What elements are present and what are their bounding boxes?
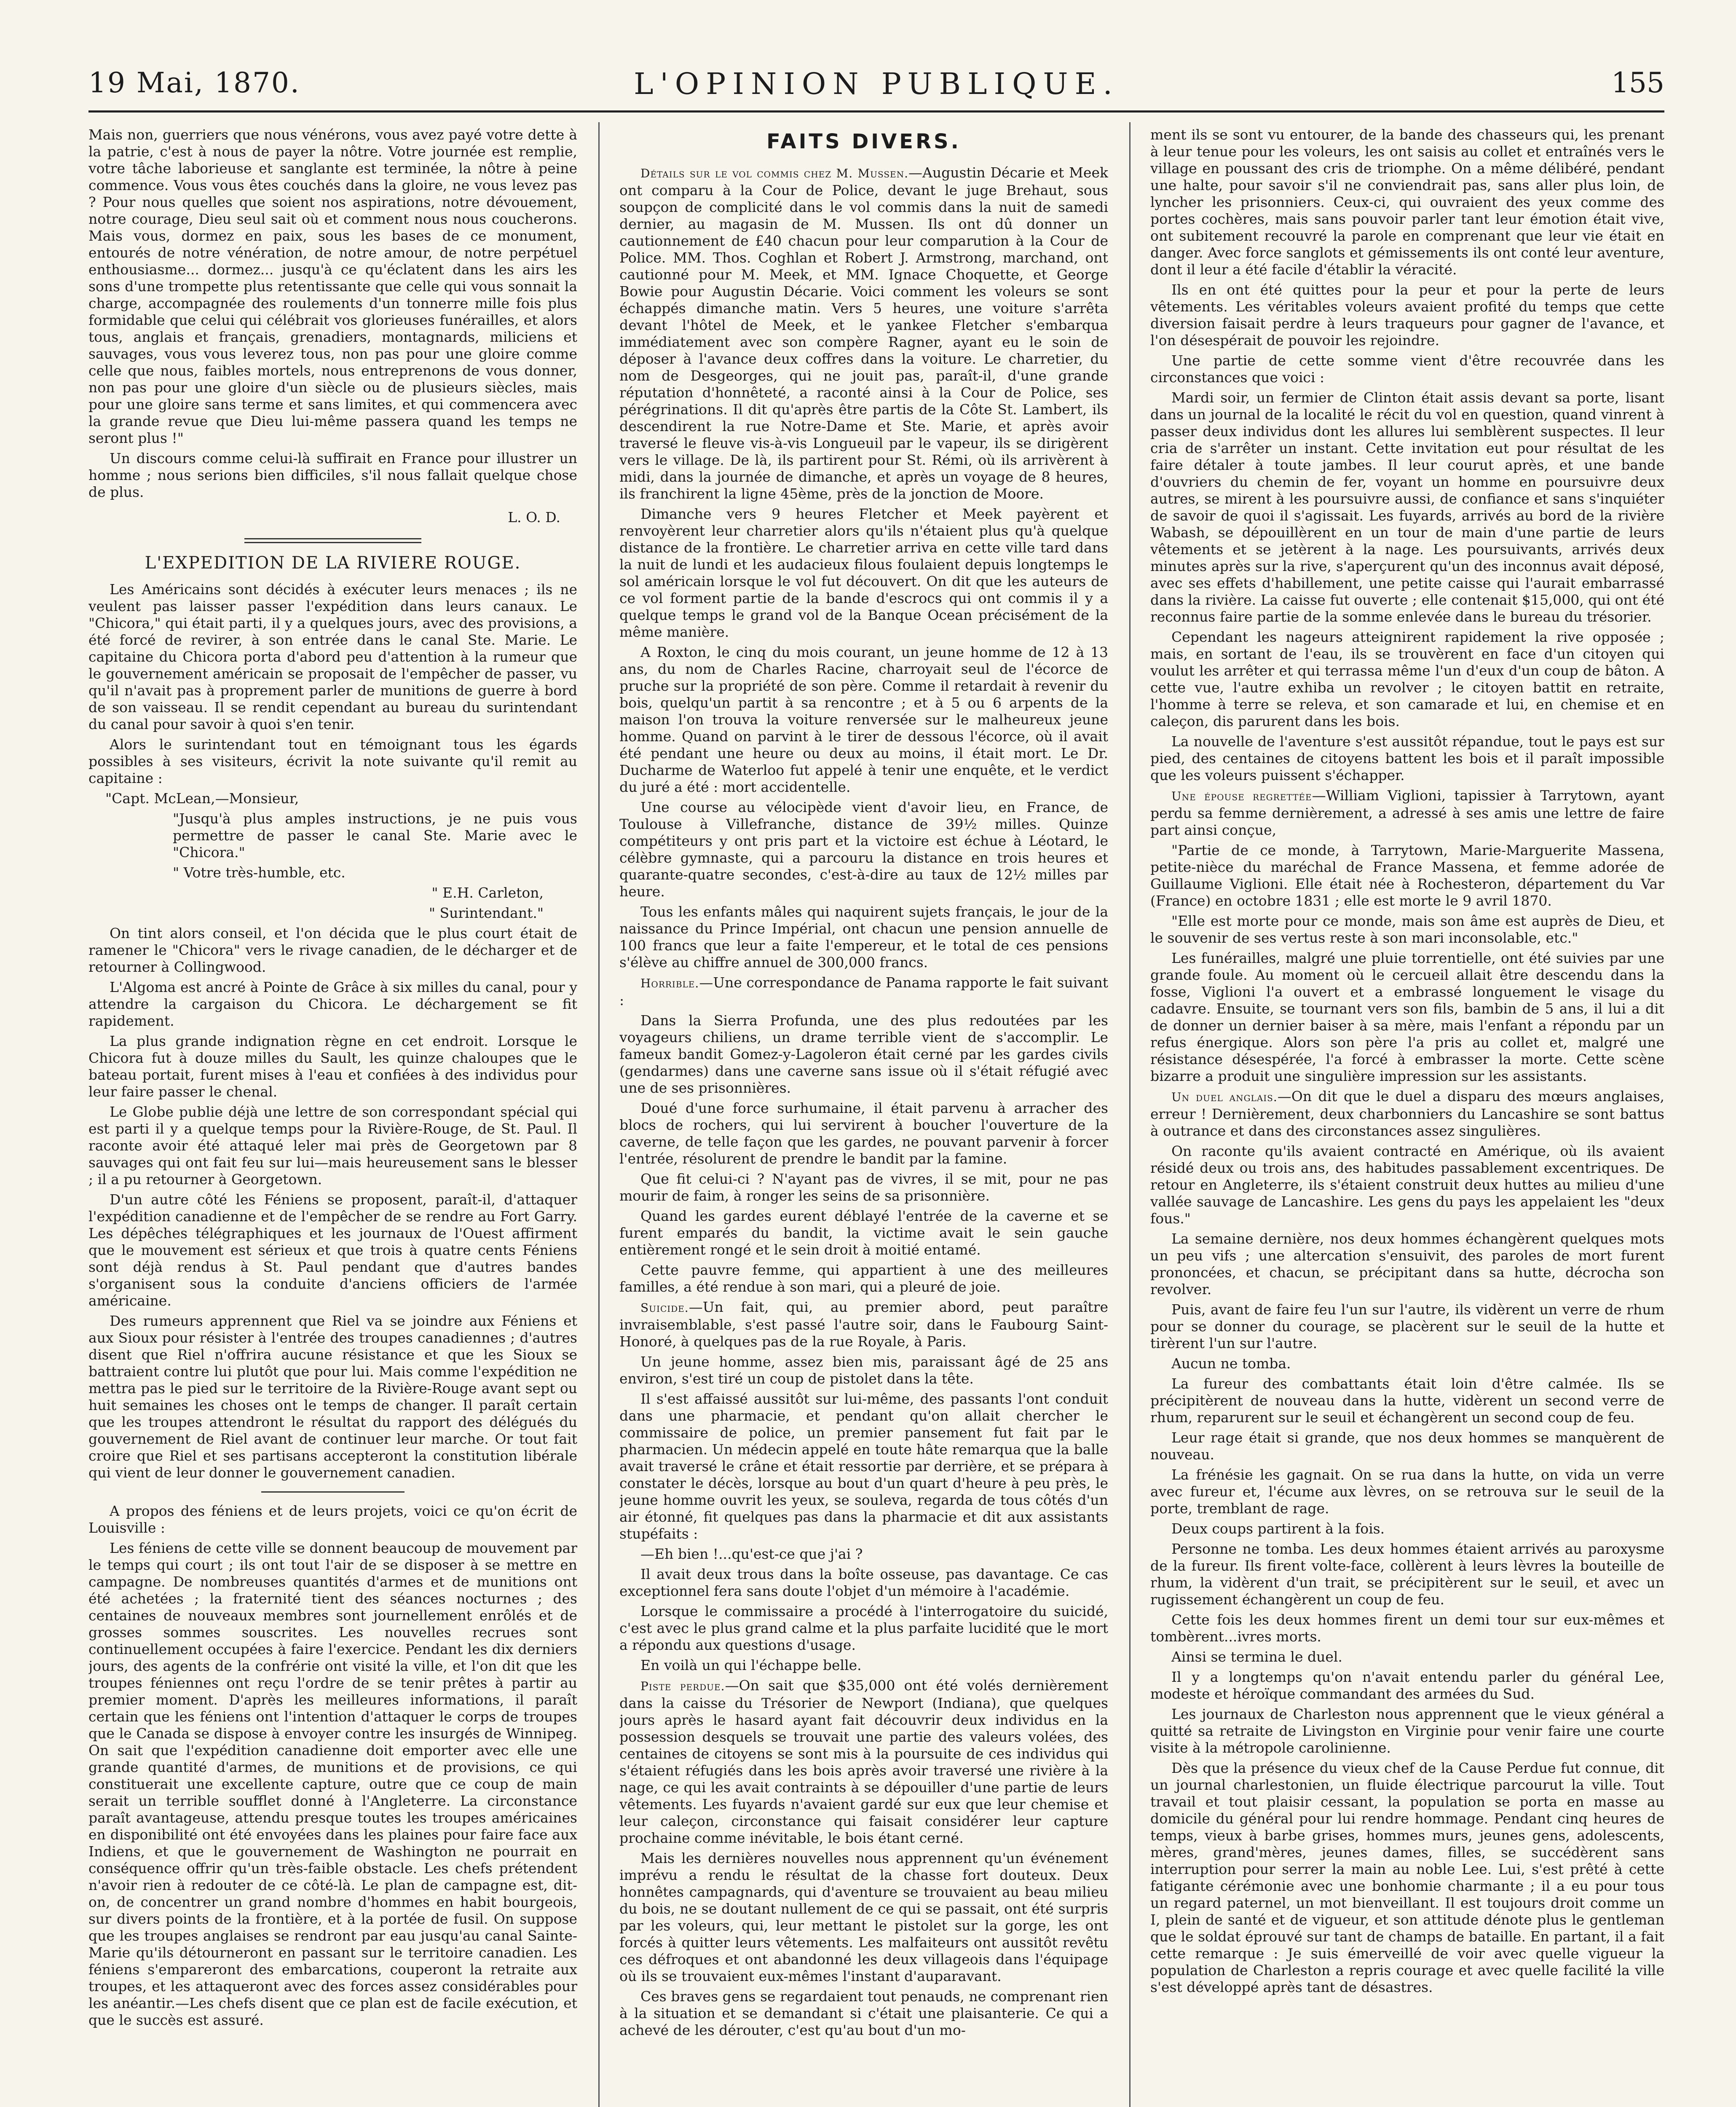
paragraph: Le Globe publie déjà une lettre de son correspondant spécial qui est parti il y a quelque temps pour la Rivière-Rouge, de St. Paul. Il raconte avoir été attaqué leler mai près de Georgetown par 8 sauvages qui ont fait feu sur lui—mais heureusement sans le blesser ; il a pu retourner à Georgetown. bbox=[88, 1104, 577, 1188]
news-item bbox=[619, 1566, 1108, 1600]
news-item bbox=[1150, 787, 1664, 839]
section-divider bbox=[244, 538, 421, 543]
news-item-text: Que fit celui-ci ? N'ayant pas de vivres, il se mit, pour ne pas mourir de faim, à ronger les seins de sa prisonnière. bbox=[619, 1171, 1108, 1204]
news-item bbox=[1150, 1669, 1664, 1702]
letter-salutation: "Capt. McLean,—Monsieur, bbox=[105, 790, 299, 807]
news-item bbox=[619, 1850, 1108, 1985]
news-item bbox=[619, 1988, 1108, 2039]
news-item-text: Dimanche vers 9 heures Fletcher et Meek payèrent et renvoyèrent leur charretier alors qu'ils n'étaient plus qu'à quelque distance de la frontière. Le charretier arriva en cette ville tard dans la nuit de lundi et les audacieux filous foulaient depuis longtemps le sol américain lorsque le vol fut découvert. On dit que les auteurs de ce vol forment partie de la bande d'escrocs qui ont commis il y a quelque temps le grand vol de la Banque Ocean précisément de la même manière. bbox=[619, 506, 1108, 640]
news-item bbox=[1150, 1301, 1664, 1352]
news-item-lead: Une épouse regrettée bbox=[1171, 789, 1312, 803]
paragraph: Un discours comme celui-là suffirait en France pour illustrer un homme ; nous serions bien difficiles, s'il nous fallait quelque chose de plus. bbox=[88, 450, 577, 500]
news-item-text: Quand les gardes eurent déblayé l'entrée de la caverne et se furent emparés du bandit, la victime avait le sein gauche entièrement rongé et le sein droit à moitié entamé. bbox=[619, 1208, 1108, 1258]
paragraph: Mais non, guerriers que nous vénérons, vous avez payé votre dette à la patrie, c'est à nous de payer la nôtre. Votre journée est remplie, votre tâche laborieuse et sanglante est terminée, la nôtre à peine commence. Vous vous êtes couchés dans la gloire, ne vous levez pas ? Pour nous quelles que soient nos aspirations, notre dévouement, notre courage, Dieu seul sait où et comment nous nous coucherons. Mais vous, dormez en paix, sous les bases de ce monument, entourés de notre vénération, de notre amour, de notre perpétuel enthousiasme... dormez... jusqu'à ce qu'éclatent dans les airs les sons d'une trompette plus retentissante que celle qui vous sonnait la charge, accompagnée des roulements d'un tonnerre mille fois plus formidable que celui qui célébrait vos glorieuses funérailles, et alors tous, anglais et français, grenadiers, montagnards, miliciens et sauvages, vous vous leverez tous, non pas pour une gloire comme celle que nous, faibles mortels, nous entreprenons de vous donner, non pas pour une gloire d'un siècle ou de plusieurs siècles, mais pour une gloire sans terme et sans limites, et qui commencera avec la grande revue que Dieu lui-même passera quand les temps ne seront plus !" bbox=[88, 126, 577, 446]
news-item-text: "Partie de ce monde, à Tarrytown, Marie-Marguerite Massena, petite-nièce du maréchal de France Massena, et femme adorée de Guillaume Viglioni. Elle était née à Rochesteron, département du Var (France) en octobre 1831 ; elle est morte le 9 avril 1870. bbox=[1150, 842, 1664, 909]
paragraph: Les féniens de cette ville se donnent beaucoup de mouvement par le temps qui court ; ils ont tout l'air de se disposer à se mettre en campagne. De nombreuses quantités d'armes et de munitions ont été achetées ; la fraternité tient des séances nocturnes ; des centaines de nouveaux membres sont journellement enrôlés et de grosses sommes souscrites. Les nouvelles recrues sont continuellement occupées à faire l'exercice. Pendant les dix derniers jours, des agents de la confrérie ont visité la ville, et l'on dit que les troupes féniennes ont reçu l'ordre de se tenir prêtes à partir au premier moment. D'après les meilleures informations, il paraît certain que les féniens ont l'intention d'attaquer le corps de troupes que le Canada se dispose à envoyer contre les insurgés de Winnipeg. On sait que l'expédition canadienne doit emporter avec elle une grande quantité d'armes, de munitions et de provisions, ce qui constituerait une excellente capture, outre que ce coup de main serait un terrible soufflet donné à l'Angleterre. La circonstance paraît avantageuse, attendu presque toutes les troupes américaines en disponibilité ont été envoyées dans les plaines pour faire face aux Indiens, et que le gouvernement de Washington ne pourrait en conséquence offrir qu'un très-faible obstacle. Les chefs prétendent n'avoir rien à redouter de ce côté-là. Le plan de campagne est, dit-on, de concentrer un grand nombre d'hommes en habit bourgeois, sur divers points de la frontière, et à la portée de fusil. On suppose que les troupes anglaises se rendront par eau jusqu'au canal Sainte-Marie qu'ils détourneront en passant sur le territoire canadien. Les féniens s'empareront des embarcations, couperont la retraite aux troupes, et les attaqueront avec des forces assez considérables pour les anéantir.—Les chefs disent que ce plan est de facile exécution, et que le succès est assuré. bbox=[88, 1540, 577, 2028]
news-item bbox=[1150, 1649, 1664, 1665]
column-3 bbox=[1150, 126, 1664, 2107]
paragraph: D'un autre côté les Féniens se proposent, paraît-il, d'attaquer l'expédition canadienne et de l'empêcher de se rendre au Fort Garry. Les dépêches télégraphiques et les journaux de l'Ouest affirment que le mouvement est sérieux et que trois à quatre cents Féniens sont déjà rendus à St. Paul pendant que d'autres bandes s'organisent sous la conduite d'anciens officiers de l'armée américaine. bbox=[88, 1191, 577, 1309]
news-item-text: Ils en ont été quittes pour la peur et pour la perte de leurs vêtements. Les véritables voleurs avaient profité du temps que cette diversion faisait perdre à leurs traqueurs pour gagner de l'avance, et l'on désespérait de pouvoir les rejoindre. bbox=[1150, 281, 1664, 348]
news-item-text: Lorsque le commissaire a procédé à l'interrogatoire du suicidé, c'est avec le plus grand calme et la plus parfaite lucidité que le mort a répondu aux questions d'usage. bbox=[619, 1603, 1108, 1653]
news-item-text: Un jeune homme, assez bien mis, paraissant âgé de 25 ans environ, s'est tiré un coup de pistolet dans la tête. bbox=[619, 1354, 1108, 1387]
header-rule bbox=[88, 110, 1664, 113]
news-item-text: Dans la Sierra Profunda, une des plus redoutées par les voyageurs chiliens, un drame terrible vient de s'accomplir. Le fameux bandit Gomez-y-Lagoleron était cerné par les gardes civils (gendarmes) dans une caverne sans issue où il s'était réfugié avec une de ses prisonnières. bbox=[619, 1012, 1108, 1096]
news-item bbox=[1150, 1143, 1664, 1227]
news-item bbox=[619, 1171, 1108, 1204]
news-item bbox=[619, 1391, 1108, 1542]
paragraph: On tint alors conseil, et l'on décida que le plus court était de ramener le "Chicora" vers le rivage canadien, de le décharger et de retourner à Collingwood. bbox=[88, 925, 577, 975]
news-item bbox=[619, 1262, 1108, 1295]
letter-closing: " Votre très-humble, etc. bbox=[173, 864, 346, 881]
news-item-text: Aucun ne tomba. bbox=[1171, 1355, 1291, 1372]
column-2 bbox=[619, 126, 1108, 2107]
news-item-text: Une course au vélocipède vient d'avoir lieu, en France, de Toulouse à Villefranche, distance de 39½ milles. Quinze compétiteurs y ont pris part et la victoire est échue à Léotard, le célèbre gymnaste, qui a parcouru la distance en trois heures et quarante-quatre secondes, c'est-à-dire au taux de 12½ milles par heure. bbox=[619, 799, 1108, 900]
newspaper-title: L'OPINION PUBLIQUE. bbox=[634, 67, 1119, 101]
letter-body: "Jusqu'à plus amples instructions, je ne puis vous permettre de passer le canal Ste. Marie avec le "Chicora." bbox=[173, 810, 577, 860]
news-item-text: —On sait que $35,000 ont été volés dernièrement dans la caisse du Trésorier de Newport (Indiana), que quelques jours après le hasard ayant fait découvrir deux individus en la possession desquels se trouvait une partie des valeurs volées, des centaines de citoyens se sont mis à la poursuite de ces individus qui s'étaient réfugiés dans les bois après avoir traversé une rivière à la nage, ce qui les avait contraints à se dépouiller d'une partie de leurs vêtements. Les fuyards n'avaient gardé sur eux que leur chemise et leur caleçon, circonstance qui faisait considérer leur capture prochaine comme inévitable, le bois étant cerné. bbox=[619, 1677, 1108, 1846]
news-item-text: En voilà un qui l'échappe belle. bbox=[640, 1657, 862, 1673]
news-item bbox=[619, 1657, 1108, 1674]
news-item-text: Il y a longtemps qu'on n'avait entendu parler du général Lee, modeste et héroïque commandant des armées du Sud. bbox=[1150, 1669, 1664, 1702]
news-item bbox=[1150, 1520, 1664, 1537]
news-item-text: Deux coups partirent à la fois. bbox=[1171, 1520, 1385, 1537]
faits-divers-heading: FAITS DIVERS. bbox=[766, 130, 961, 153]
news-item bbox=[1150, 842, 1664, 909]
news-item bbox=[619, 1100, 1108, 1167]
news-item bbox=[1150, 1611, 1664, 1645]
issue-date: 19 Mai, 1870. bbox=[88, 67, 300, 99]
news-item-text: —Une correspondance de Panama rapporte le fait suivant : bbox=[619, 974, 1108, 1008]
news-item-text: Puis, avant de faire feu l'un sur l'autre, ils vidèrent un verre de rhum pour se donner du courage, se placèrent sur le seuil de la hutte et tirèrent l'un sur l'autre. bbox=[1150, 1301, 1664, 1351]
news-item bbox=[619, 1546, 1108, 1563]
news-item bbox=[1150, 733, 1664, 784]
letter-name: " E.H. Carleton, bbox=[431, 885, 544, 901]
news-item-text: —Eh bien !...qu'est-ce que j'ai ? bbox=[640, 1546, 863, 1562]
news-item bbox=[619, 974, 1108, 1009]
news-item bbox=[1150, 1466, 1664, 1517]
paragraph: La plus grande indignation règne en cet endroit. Lorsque le Chicora fut à douze milles du Sault, les quinze chaloupes que le bateau portait, furent mises à l'eau et confiées à des individus pour leur faire passer le chenal. bbox=[88, 1033, 577, 1100]
news-item-text: Leur rage était si grande, que nos deux hommes se manquèrent de nouveau. bbox=[1150, 1429, 1664, 1463]
column-1 bbox=[88, 126, 577, 2107]
news-item bbox=[619, 1677, 1108, 1847]
page-number: 155 bbox=[1611, 67, 1664, 99]
news-item bbox=[1150, 1230, 1664, 1298]
news-item bbox=[1150, 1355, 1664, 1372]
news-item-text: Cette fois les deux hommes firent un demi tour sur eux-mêmes et tombèrent...ivres morts. bbox=[1150, 1611, 1664, 1645]
news-item bbox=[1150, 126, 1664, 278]
news-item bbox=[619, 506, 1108, 641]
news-item-text: La fureur des combattants était loin d'être calmée. Ils se précipitèrent de nouveau dans la hutte, vidèrent un second verre de rhum, reparurent sur le seuil et échangèrent un second coup de feu. bbox=[1150, 1375, 1664, 1426]
news-item bbox=[619, 1603, 1108, 1654]
news-item-text: On raconte qu'ils avaient contracté en Amérique, où ils avaient résidé deux ou trois ans, des habitudes passablement excentriques. De retour en Angleterre, ils s'étaient construit deux huttes au milieu d'une vallée sauvage de Lancashire. Les gens du pays les appelaient les "deux fous." bbox=[1150, 1143, 1664, 1227]
news-item-text: Tous les enfants mâles qui naquirent sujets français, le jour de la naissance du Prince Impérial, ont chacun une pension annuelle de 100 francs que leur a faite l'empereur, et le total de ces pensions s'élève au chiffre annuel de 300,000 francs. bbox=[619, 903, 1108, 970]
paragraph: Les Américains sont décidés à exécuter leurs menaces ; ils ne veulent pas laisser passer l'expédition dans leurs canaux. Le "Chicora," qui était parti, il y a quelques jours, avec des provisions, a été forcé de revirer, à son entrée dans le canal Ste. Marie. Le capitaine du Chicora porta d'abord peu d'attention à la rumeur que le gouvernement américain se proposait de l'empêcher de passer, vu qu'il n'avait pas à proprement parler de munitions de guerre à bord de son vaisseau. Il se rendit cependant au bureau du surintendant du canal pour savoir à quoi s'en tenir. bbox=[88, 581, 577, 732]
news-item bbox=[1150, 1375, 1664, 1426]
paragraph: L'Algoma est ancré à Pointe de Grâce à six milles du canal, pour y attendre la cargaison du Chicora. Le déchargement se fit rapidement. bbox=[88, 979, 577, 1029]
news-item bbox=[1150, 1760, 1664, 1996]
news-item bbox=[1150, 281, 1664, 349]
news-item bbox=[619, 1354, 1108, 1387]
news-item-lead: Un duel anglais. bbox=[1171, 1090, 1278, 1104]
article-columns bbox=[88, 126, 1664, 2107]
news-item bbox=[619, 903, 1108, 971]
news-item-text: Cette pauvre femme, qui appartient à une des meilleures familles, a été rendue à son mari, qui a pleuré de joie. bbox=[619, 1262, 1108, 1295]
news-item bbox=[1150, 913, 1664, 946]
news-item bbox=[1150, 389, 1664, 625]
news-item-text: Ainsi se termina le duel. bbox=[1171, 1649, 1342, 1665]
news-item-text: Les journaux de Charleston nous apprennent que le vieux général a quitté sa retraite de Livingston en Virginie pour venir faire une courte visite à la métropole carolinienne. bbox=[1150, 1706, 1664, 1756]
news-item-lead: Détails sur le vol commis chez M. Mussen. bbox=[640, 166, 909, 180]
news-item-text: La semaine dernière, nos deux hommes échangèrent quelques mots un peu vifs ; une altercation s'ensuivit, des paroles de mort furent prononcées, et chacun, se précipitant dans sa hutte, décrocha son revolver. bbox=[1150, 1230, 1664, 1297]
news-item bbox=[1150, 950, 1664, 1085]
news-item bbox=[1150, 1088, 1664, 1139]
news-item-text: La frénésie les gagnait. On se rua dans la hutte, on vida un verre avec fureur et, l'écume aux lèvres, on se retrouva sur le seuil de la porte, tremblant de rage. bbox=[1150, 1466, 1664, 1517]
news-item bbox=[619, 1012, 1108, 1096]
news-item-text: Dès que la présence du vieux chef de la Cause Perdue fut connue, dit un journal charlestonien, un fluide électrique parcourut la ville. Tout travail et tout plaisir cessant, la population se porta en masse au domicile du général pour lui rendre hommage. Pendant cinq heures de temps, vieux à barbe grises, hommes murs, jeunes gens, adolescents, mères, grand'mères, jeunes dames, filles, se succédèrent sans interruption pour serrer la main au noble Lee. Lui, s'est prêté à cette fatigante cérémonie avec une bonhomie charmante ; il a eu pour tous un regard paternel, un mot bienveillant. Il est toujours droit comme un I, plein de santé et de vigueur, et son attitude dénote plus le gentleman que le soldat éprouvé sur tant de champs de bataille. En partant, il a fait cette remarque : Je suis émerveillé de voir avec quelle vigueur la population de Charleston a repris courage et avec quelle facilité la ville s'est développé après tant de désastres. bbox=[1150, 1760, 1664, 1995]
signature: L. O. D. bbox=[508, 509, 560, 525]
news-item-text: Cependant les nageurs atteignirent rapidement la rive opposée ; mais, en sortant de l'eau, ils se trouvèrent en face d'un citoyen qui voulut les arrêter et qui terrassa même l'un d'eux d'un coup de bâton. A cette vue, l'autre exhiba un revolver ; le citoyen battit en retraite, l'homme à terre se releva, et son camarade et lui, en chemise et en caleçon, dis parurent dans les bois. bbox=[1150, 629, 1664, 729]
news-item-text: ment ils se sont vu entourer, de la bande des chasseurs qui, les prenant à leur tenue pour les voleurs, les ont saisis au collet et entraînés vers le village en poussant des cris de triomphe. On a même délibéré, pendant une halte, pour savoir s'il ne conviendrait pas, sans aller plus loin, de lyncher les prisonniers. Ceux-ci, qui ouvraient des yeux comme des portes cochères, mais sans pouvoir parler tant leur émotion était vive, ont subitement recouvré la parole en comprenant que leur vie était en danger. Avec force sanglots et gémissements ils ont conté leur aventure, dont il leur a été facile d'établir la véracité. bbox=[1150, 126, 1664, 278]
news-item-text: Les funérailles, malgré une pluie torrentielle, ont été suivies par une grande foule. Au moment où le cercueil allait être descendu dans la fosse, Viglioni l'a ouvert et a embrassé longuement le visage du cadavre. Ensuite, se tournant vers son fils, bambin de 5 ans, il lui a dit de donner un dernier baiser à sa mère, mais l'enfant a répondu par un refus énergique. Alors son père l'a pris au collet et, malgré une résistance désespérée, l'a forcé à embrasser la morte. Cette scène bizarre a produit une singulière impression sur les assistants. bbox=[1150, 950, 1664, 1084]
news-item bbox=[619, 164, 1108, 502]
news-item bbox=[1150, 1541, 1664, 1608]
news-item bbox=[1150, 629, 1664, 730]
news-item bbox=[1150, 352, 1664, 386]
page-header bbox=[88, 59, 1664, 114]
news-item-text: A Roxton, le cinq du mois courant, un jeune homme de 12 à 13 ans, du nom de Charles Racine, charroyait seul de l'écorce de pruche sur la propriété de son père. Comme il retardait à revenir du bois, quelqu'un partit à sa rencontre ; et à 5 ou 6 arpents de la maison l'on trouva la voiture renversée sur le malheureux jeune homme. Quand on parvint à le tirer de dessous l'écorce, où il avait été pendant une heure ou deux au moins, il était mort. Le Dr. Ducharme de Waterloo fut appelé à tenir une enquête, et le verdict du juré a été : mort accidentelle. bbox=[619, 644, 1108, 795]
news-item-text: Une partie de cette somme vient d'être recouvrée dans les circonstances que voici : bbox=[1150, 352, 1664, 386]
section-title-riviere-rouge: L'EXPEDITION DE LA RIVIERE ROUGE. bbox=[145, 553, 521, 573]
news-item-text: Mais les dernières nouvelles nous apprennent qu'un événement imprévu a rendu le résultat de la chasse fort douteux. Deux honnêtes campagnards, qui d'aventure se trouvaient au beau milieu du bois, ne se doutant nullement de ce qui se passait, ont été surpris par les voleurs, qui, leur mettant le pistolet sur la gorge, les ont forcés à quitter leurs vêtements. Les malfaiteurs ont aussitôt revêtu ces défroques et ont abandonné les deux villageois dans l'équipage où ils se trouvaient eux-mêmes l'instant d'auparavant. bbox=[619, 1850, 1108, 1984]
news-item-text: Il avait deux trous dans la boîte osseuse, pas davantage. Ce cas exceptionnel fera sans doute l'objet d'un mémoire à l'académie. bbox=[619, 1566, 1108, 1599]
news-item bbox=[619, 644, 1108, 796]
news-item-lead: Suicide. bbox=[640, 1301, 689, 1315]
news-item-text: —Augustin Décarie et Meek ont comparu à la Cour de Police, devant le juge Brehaut, sous soupçon de complicité dans le vol commis dans la nuit de samedi dernier, au magasin de M. Mussen. Ils ont dû donner un cautionnement de £40 chacun pour leur comparution à la Cour de Police. MM. Thos. Coghlan et Robert J. Armstrong, marchand, ont cautionné pour M. Meek, et MM. Ignace Choquette, et George Bowie pour Augustin Décarie. Voici comment les voleurs se sont échappés dimanche matin. Vers 5 heures, une voiture s'arrêta devant l'hôtel de Meek, et le yankee Fletcher s'embarqua immédiatement avec son compère Ragner, ayant eu le soin de déposer à l'avance deux coffres dans la voiture. Le charretier, du nom de Desgeorges, qui ne jouit pas, paraît-il, d'une grande réputation d'honnêteté, a raconté ainsi à la Cour de Police, ses pérégrinations. Il dit qu'après être partis de la Côte St. Lambert, ils descendirent la rue Notre-Dame et Ste. Marie, et après avoir traversé le fleuve vis-à-vis Longueuil par le vapeur, ils se dirigèrent vers le village. De là, ils partirent pour St. Rémi, où ils arrivèrent à midi, dans la journée de dimanche, et après un voyage de 8 heures, ils franchirent la ligne 45ème, près de la jonction de Moore. bbox=[619, 164, 1108, 502]
paragraph: Alors le surintendant tout en témoignant tous les égards possibles à ses visiteurs, écrivit la note suivante qu'il remit au capitaine : bbox=[88, 736, 577, 786]
news-item bbox=[1150, 1429, 1664, 1463]
news-item bbox=[619, 1208, 1108, 1258]
letter-block bbox=[88, 790, 577, 922]
news-item-text: —On dit que le duel a disparu des mœurs anglaises, erreur ! Dernièrement, deux charbonniers du Lancashire se sont battus à outrance et dans des circonstances assez singulières. bbox=[1150, 1088, 1664, 1139]
news-item-lead: Piste perdue. bbox=[640, 1679, 725, 1693]
section-divider bbox=[261, 1491, 405, 1493]
news-item bbox=[1150, 1706, 1664, 1756]
news-item-text: —William Viglioni, tapissier à Tarrytown, ayant perdu sa femme dernièrement, a adressé à ses amis une lettre de faire part ainsi conçue, bbox=[1150, 787, 1664, 838]
news-item-text: Il s'est affaissé aussitôt sur lui-même, des passants l'ont conduit dans une pharmacie, et pendant qu'on allait chercher le commissaire de police, un premier pansement fut fait par le pharmacien. Un médecin appelé en toute hâte remarqua que la balle avait traversé le crâne et était ressortie par derrière, et se prépara à constater le décès, lorsque au bout d'un quart d'heure à peu près, le jeune homme ouvrit les yeux, se souleva, regarda de tous côtés d'un air étonné, fit quelques pas dans la pharmacie et dit aux assistants stupéfaits : bbox=[619, 1391, 1108, 1542]
paragraph: A propos des féniens et de leurs projets, voici ce qu'on écrit de Louisville : bbox=[88, 1503, 577, 1536]
news-item bbox=[619, 799, 1108, 900]
paragraph: Des rumeurs apprennent que Riel va se joindre aux Féniens et aux Sioux pour résister à l'entrée des troupes canadiennes ; d'autres disent que Riel n'offrira aucune résistance et que les Sioux se battraient contre lui plutôt que pour lui. Mais comme l'expédition ne mettra pas le pied sur le territoire de la Rivière-Rouge avant sept ou huit semaines les choses ont le temps de changer. Il paraît certain que les troupes attendront le résultat du rapport des délégués du gouvernement de Riel avant de continuer leur marche. Or tout fait croire que Riel et ses partisans accepteront la constitution libérale qui vient de leur donner le gouvernement canadien. bbox=[88, 1313, 577, 1481]
news-item-text: "Elle est morte pour ce monde, mais son âme est auprès de Dieu, et le souvenir de ses vertus reste à son mari inconsolable, etc." bbox=[1150, 913, 1664, 946]
news-item-text: La nouvelle de l'aventure s'est aussitôt répandue, tout le pays est sur pied, des centaines de citoyens battent les bois et il paraît impossible que les voleurs puissent s'échapper. bbox=[1150, 733, 1664, 783]
news-item-text: —Un fait, qui, au premier abord, peut paraître invraisemblable, s'est passé l'autre soir, dans le Faubourg Saint-Honoré, à quelques pas de la rue Royale, à Paris. bbox=[619, 1299, 1108, 1350]
news-item-text: Mardi soir, un fermier de Clinton était assis devant sa porte, lisant dans un journal de la localité le récit du vol en question, quand vinrent à passer deux individus dont les allures lui semblèrent suspectes. Il leur cria de s'arrêter un instant. Cette invitation eut pour résultat de les faire détaler à toute jambes. Il leur courut après, et une bande d'ouvriers du chemin de fer, voyant un homme en poursuivre deux autres, se mirent à les poursuivre aussi, de confiance et sans s'inquiéter de savoir de quoi il s'agissait. Les fuyards, arrivés au bord de la rivière Wabash, se dépouillèrent en un tour de main d'une partie de leurs vêtements et se jetèrent à la nage. Les poursuivants, arrivés deux minutes après sur la rive, s'aperçurent qu'un des inconnus avait déposé, avec ses effets d'habillement, une petite caisse qui l'aurait embarrassé dans la rivière. La caisse fut ouverte ; elle contenait $15,000, qui ont été reconnus faire partie de la somme enlevée dans le bureau du trésorier. bbox=[1150, 389, 1664, 625]
news-item-text: Personne ne tomba. Les deux hommes étaient arrivés au paroxysme de la fureur. Ils firent volte-face, collèrent à leurs lèvres la bouteille de rhum, la vidèrent d'un trait, se précipitèrent sur le seuil, et avec un rugissement échangèrent un coup de feu. bbox=[1150, 1541, 1664, 1608]
news-item bbox=[619, 1299, 1108, 1350]
news-item-text: Ces braves gens se regardaient tout penauds, ne comprenant rien à la situation et se demandant si c'était une plaisanterie. Ce qui a achevé de les dérouter, c'est qu'au bout d'un mo- bbox=[619, 1988, 1108, 2038]
news-item-text: Doué d'une force surhumaine, il était parvenu à arracher des blocs de rochers, qui lui servirent à boucher l'ouverture de la caverne, de telle façon que les gardes, ne pouvant parvenir à forcer l'entrée, résolurent de prendre le bandit par la famine. bbox=[619, 1100, 1108, 1167]
letter-role: " Surintendant." bbox=[429, 905, 544, 921]
news-item-lead: Horrible. bbox=[640, 976, 699, 990]
